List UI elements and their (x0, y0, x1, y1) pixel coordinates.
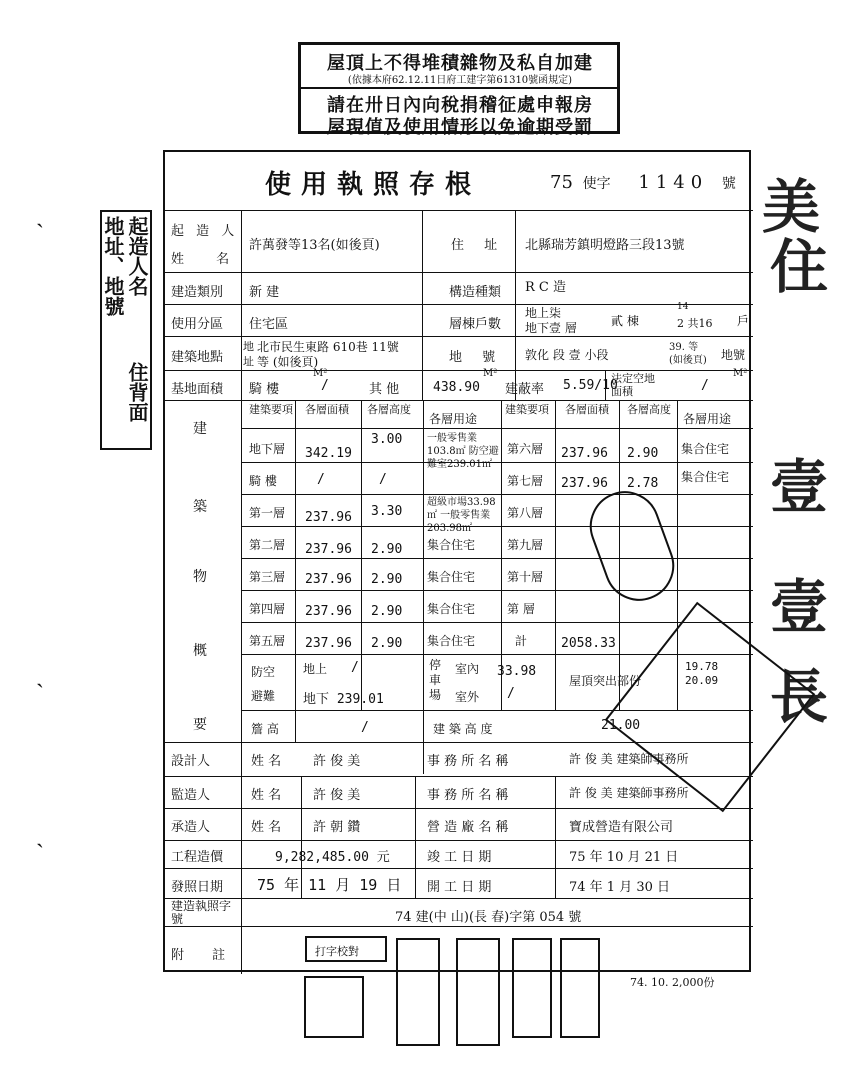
base-arcade-label: 騎 樓 (249, 382, 280, 397)
round-stamp (580, 481, 684, 610)
name-label: 姓 名 (251, 754, 282, 769)
designer-office: 許 俊 美 建築師事務所 (569, 752, 689, 766)
floor-height: / (379, 472, 387, 487)
edge-stamp-glyph: 住 (770, 233, 829, 301)
site-prefix-b: 址 (243, 355, 254, 368)
edge-stamp-glyph: 壹 (770, 573, 829, 641)
factory-label: 營 造 廠 名 稱 (427, 820, 509, 835)
edge-stamp-glyph: 壹 (770, 453, 829, 521)
floor-name: 第 層 (507, 602, 535, 616)
section-char: 要 (193, 717, 207, 733)
rule (165, 776, 753, 777)
rule (165, 336, 753, 337)
edge-stamp-glyph: 長 (770, 663, 829, 731)
section-char: 物 (193, 569, 207, 585)
complete-label: 竣 工 日 期 (427, 850, 492, 865)
supervisor-name: 許 俊 美 (313, 788, 361, 803)
floors-label: 層棟戶數 (449, 317, 502, 332)
structure-value: R C 造 (525, 280, 566, 295)
floor-use: 集合住宅 (681, 470, 730, 484)
rule (295, 400, 296, 742)
floor-name: 第二層 (249, 538, 286, 552)
parking-out-value: / (507, 686, 515, 701)
roof-value-2: 20.09 (685, 674, 719, 687)
parking-in-label: 室內 (455, 662, 480, 676)
build-type-value: 新 建 (249, 285, 280, 300)
lot-no: 39. 等 (669, 342, 699, 353)
col-height-header-r: 各層高度 (627, 403, 671, 416)
floor-height: 3.00 (371, 432, 403, 447)
bottom-seal-4 (512, 938, 552, 1038)
permit-form (163, 150, 751, 972)
zone-label: 使用分區 (171, 317, 224, 332)
rule (361, 400, 362, 710)
floor-name: 計 (515, 634, 528, 648)
typist-box (305, 936, 387, 962)
print-count: 74. 10. 2,000份 (630, 976, 715, 989)
floor-name: 第十層 (507, 570, 544, 584)
shelter-label: 防空避難 (251, 665, 276, 703)
floor-use: 集合住宅 (427, 538, 476, 552)
floor-use: 集合住宅 (681, 442, 730, 456)
designer-name: 許 俊 美 (313, 754, 361, 769)
factory-value: 寶成營造有限公司 (569, 820, 674, 835)
address-label: 住 址 (451, 238, 506, 253)
notice-line-4: 屋現值及使用情形以免逾期受罰 (327, 117, 593, 138)
notice-stamp (298, 42, 620, 138)
name-label: 姓 名 (251, 820, 282, 835)
floor-name: 第八層 (507, 506, 544, 520)
floor-name: 騎 樓 (249, 474, 277, 488)
contractor-label: 承造人 (171, 820, 211, 835)
start-value: 74 年 1 月 30 日 (569, 880, 671, 895)
col-area-header-r: 各層面積 (565, 403, 609, 416)
floor-use: 集合住宅 (427, 602, 476, 616)
rule (555, 400, 556, 710)
roof-label: 屋頂突出部份 (569, 674, 642, 688)
col-area-header: 各層面積 (305, 403, 349, 416)
rule (422, 210, 423, 400)
notice-line-1: 屋頂上不得堆積雜物及私自加建 (327, 53, 593, 74)
col-height-header: 各層高度 (367, 403, 411, 416)
roof-value-1: 19.78 (685, 660, 719, 673)
rule (415, 776, 416, 898)
col-use-header: 各層用途 (429, 412, 478, 426)
notice-divider (301, 87, 617, 89)
rule (555, 776, 556, 898)
rule (515, 210, 516, 400)
margin-mark: ˎ (36, 660, 44, 688)
total-area: 2058.33 (561, 636, 616, 651)
side-stamp-col-2: 起造人名 (125, 216, 149, 296)
cost-value: 9,282,485.00 元 (275, 850, 390, 865)
designer-label: 設計人 (171, 754, 211, 769)
floor-height: 2.90 (371, 604, 403, 619)
floor-area: 237.96 (561, 476, 608, 491)
floor-name: 第九層 (507, 538, 544, 552)
zone-value: 住宅區 (249, 317, 289, 332)
permit-value: 74 建(中 山)(長 春)字第 054 號 (395, 910, 582, 925)
floor-height: 3.30 (371, 504, 403, 519)
rule (241, 210, 242, 974)
parking-out-label: 室外 (455, 690, 480, 704)
issue-label: 發照日期 (171, 880, 224, 895)
shelter-below: 地下 239.01 (303, 692, 384, 707)
bottom-seal-3 (456, 938, 500, 1046)
col-floor-header-r: 建築要項 (505, 403, 549, 416)
floor-height: 2.78 (627, 476, 659, 491)
side-stamp (100, 210, 152, 450)
floor-area: / (317, 472, 325, 487)
col-use-header-r: 各層用途 (683, 412, 732, 426)
rule (165, 926, 753, 927)
applicant-label-b: 姓 名 (171, 252, 244, 267)
office-label: 事 務 所 名 稱 (427, 754, 509, 769)
floors-dong: 貳 棟 (611, 314, 639, 328)
unit: M² (483, 368, 498, 379)
eave-label: 簷 高 (251, 722, 279, 736)
section-char: 築 (193, 499, 207, 515)
base-other-value: 438.90 (433, 380, 480, 395)
floor-use: 集合住宅 (427, 634, 476, 648)
base-area-label: 基地面積 (171, 382, 224, 397)
floor-use: 集合住宅 (427, 570, 476, 584)
rule (165, 370, 753, 371)
floor-use: 一般零售業103.8㎡ 防空避難室239.01㎡ (427, 433, 499, 470)
legal-open-label: 法定空地面積 (611, 372, 655, 398)
floor-area: 237.96 (305, 542, 352, 557)
floors-line-1: 地上柒 (525, 306, 562, 320)
site-value-2: 等 (如後頁) (257, 355, 319, 369)
note-label: 附 註 (171, 948, 238, 963)
contractor-name: 許 朝 鑽 (313, 820, 361, 835)
base-arcade-value: / (321, 378, 329, 393)
issue-value: 75 年 11 月 19 日 (257, 876, 402, 894)
floor-area: 342.19 (305, 446, 352, 461)
floor-height: 2.90 (371, 542, 403, 557)
rule (165, 272, 753, 273)
shelter-above-value: / (351, 660, 359, 675)
notice-line-2: (依據本府62.12.11日府工建字第61310號函規定) (347, 75, 573, 86)
rule (165, 210, 753, 211)
rule (165, 400, 753, 401)
rule (165, 868, 753, 869)
floor-name: 第五層 (249, 634, 286, 648)
rule (165, 808, 753, 809)
bldg-height-label: 建 築 高 度 (433, 722, 493, 736)
col-floor-header: 建築要項 (249, 403, 293, 416)
edge-stamp-glyph: 美 (762, 173, 821, 241)
permit-suffix: 號 (721, 176, 736, 192)
bottom-seal-2 (396, 938, 440, 1046)
floor-name: 第一層 (249, 506, 286, 520)
bottom-seal-5 (560, 938, 600, 1038)
side-stamp-col-3: 住背面 (125, 362, 149, 422)
floor-name: 第六層 (507, 442, 544, 456)
floors-line-2: 地下壹 層 (525, 321, 577, 335)
floor-height: 2.90 (371, 636, 403, 651)
notice-line-3: 請在卅日內向稅捐稽征處申報房 (327, 95, 593, 116)
floor-name: 地下層 (249, 442, 286, 456)
floor-area: 237.96 (305, 510, 352, 525)
margin-mark: ˎ (36, 200, 44, 228)
floor-height: 2.90 (627, 446, 659, 461)
rule (165, 304, 753, 305)
supervisor-label: 監造人 (171, 788, 211, 803)
unit: M² (733, 368, 748, 379)
rule (165, 840, 753, 841)
applicant-value: 許萬發等13名(如後頁) (249, 238, 380, 253)
structure-label: 構造種類 (449, 285, 502, 300)
bottom-seal-1 (304, 976, 364, 1038)
office-label: 事 務 所 名 稱 (427, 788, 509, 803)
parking-label: 停車場 (429, 658, 442, 702)
site-prefix-a: 地 (243, 340, 254, 353)
shelter-above-label: 地上 (303, 662, 328, 676)
floor-name: 第四層 (249, 602, 286, 616)
bldg-height-value: 21.00 (601, 718, 641, 733)
side-stamp-col-1: 地址、地號 (101, 216, 125, 316)
floor-name: 第三層 (249, 570, 286, 584)
floor-height: 2.90 (371, 572, 403, 587)
coverage-value: 5.59/10 (563, 378, 618, 393)
section-char: 建 (193, 421, 207, 437)
floor-area: 237.96 (305, 572, 352, 587)
permit-no: 1140 (638, 172, 709, 193)
address-value: 北縣瑞芳鎮明燈路三段13號 (525, 238, 685, 253)
eave-value: / (361, 720, 369, 735)
floors-hu-unit: 戶 (737, 314, 750, 328)
floor-name: 第七層 (507, 474, 544, 488)
lot-no-2: (如後頁) (669, 355, 707, 366)
permit-label: 建造執照字號 (171, 899, 232, 926)
name-label: 姓 名 (251, 788, 282, 803)
base-other-label: 其 他 (369, 382, 400, 397)
permit-number (550, 172, 736, 193)
floor-use: 超級市場33.98㎡ 一般零售業203.98㎡ (427, 497, 496, 534)
permit-year: 75 (550, 172, 573, 193)
parking-in-value: 33.98 (497, 664, 537, 679)
floor-area: 237.96 (561, 446, 608, 461)
typist-label: 打字校對 (315, 945, 359, 958)
lot-label: 地 號 (449, 350, 504, 365)
rule (165, 898, 753, 899)
lot-value: 敦化 段 壹 小段 (525, 348, 609, 362)
section-char: 概 (193, 643, 207, 659)
start-label: 開 工 日 期 (427, 880, 492, 895)
lot-suffix: 地號 (721, 348, 746, 362)
form-title: 使用執照存根 (265, 170, 482, 200)
floor-area: 237.96 (305, 636, 352, 651)
rule (423, 400, 424, 774)
site-value-1: 北市民生東路 610巷 11號 (257, 340, 399, 354)
supervisor-office: 許 俊 美 建築師事務所 (569, 786, 689, 800)
permit-type: 使字 (582, 176, 611, 192)
complete-value: 75 年 10 月 21 日 (569, 850, 679, 865)
margin-mark: ˎ (36, 820, 44, 848)
applicant-label-a: 起 造 人 (171, 224, 239, 239)
floors-hu: 2 共16 (677, 317, 713, 330)
site-label: 建築地點 (171, 350, 224, 365)
legal-open-value: / (701, 378, 709, 393)
floors-hu-top: 14 (677, 302, 689, 312)
cost-label: 工程造價 (171, 850, 224, 865)
unit: M² (313, 368, 328, 379)
coverage-label: 建蔽率 (505, 382, 545, 397)
floor-area: 237.96 (305, 604, 352, 619)
build-type-label: 建造類別 (171, 285, 224, 300)
